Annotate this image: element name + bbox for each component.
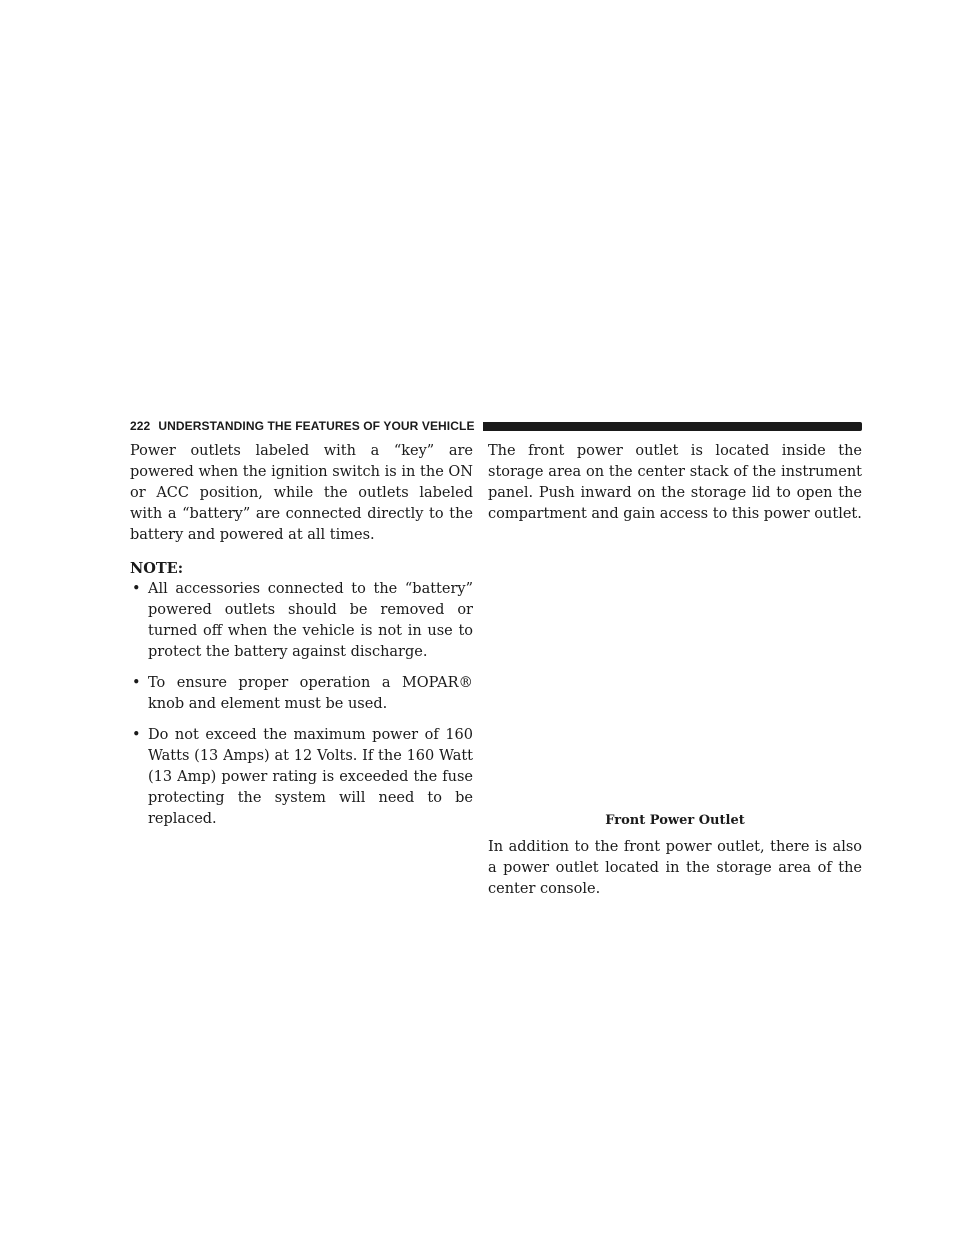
left-column [130,441,473,830]
bullet-glyph: • [132,727,141,743]
list-item [130,579,473,663]
figure-area [488,525,862,812]
intro-paragraph: Power outlets labeled with a “key” are powered when the ignition switch is in the ON or ACC position, while the outlets labeled with a “battery” are connected directly to the battery and powered at all times. [130,443,473,543]
bullet-glyph: • [132,581,141,597]
bullet-text: Do not exceed the maximum power of 160 Watts (13 Amps) at 12 Volts. If the 160 Watt (13 Amp) power rating is exceeded the fuse protecting the system will need to be replaced. [148,727,473,827]
console-outlet-paragraph: In addition to the front power outlet, there is also a power outlet located in the storage area of the center console. [488,839,862,897]
right-column [488,441,862,900]
note-bullet-list [130,579,473,830]
list-item [130,725,473,830]
section-title: UNDERSTANDING THE FEATURES OF YOUR VEHICLE [158,419,475,433]
list-item [130,673,473,715]
bullet-text: To ensure proper operation a MOPAR® knob and element must be used. [148,675,473,712]
page-number: 222 [130,419,151,433]
front-outlet-paragraph: The front power outlet is located inside the storage area on the center stack of the instrument panel. Push inward on the storage lid to open the compartment and gain access to this power outlet. [488,443,862,522]
bullet-glyph: • [132,675,141,691]
note-label: NOTE: [130,560,184,577]
figure-caption: Front Power Outlet [605,813,745,828]
bullet-text: All accessories connected to the “battery” powered outlets should be removed or turned off when the vehicle is not in use to protect the battery against discharge. [148,581,473,660]
page-header [130,419,862,433]
header-rule [483,422,862,431]
